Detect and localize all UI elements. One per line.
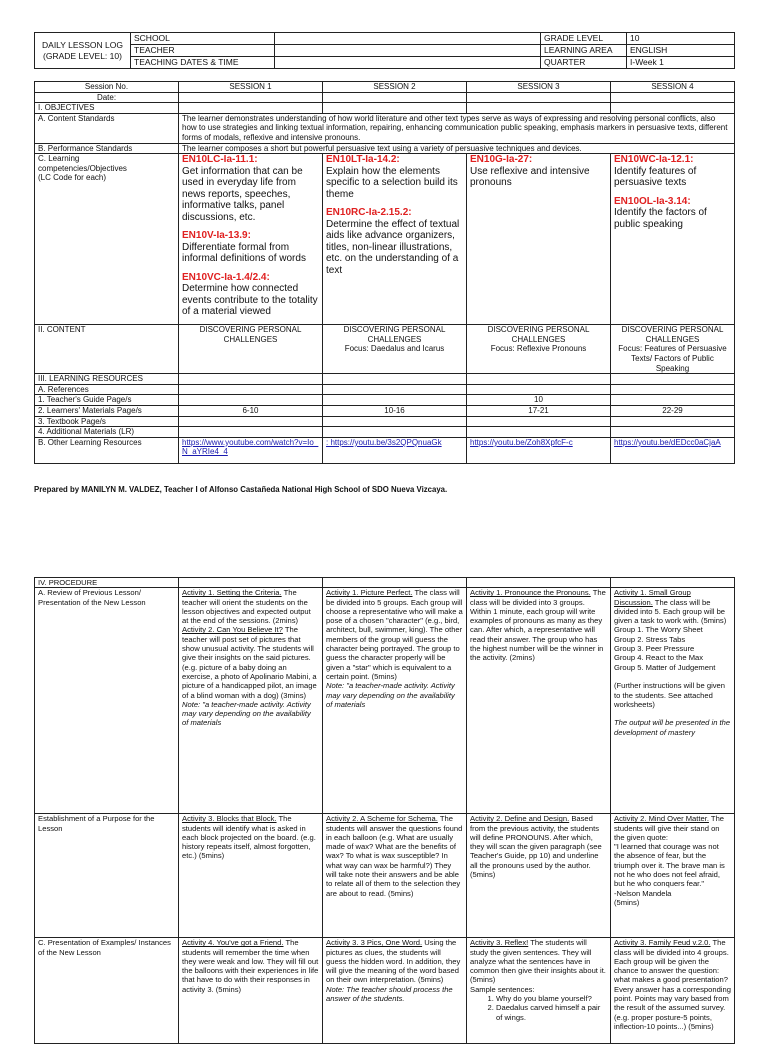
objectives-table <box>34 81 735 464</box>
lc-code: EN10OL-Ia-3.14: <box>614 195 691 207</box>
dll-title: DAILY LESSON LOG (GRADE LEVEL: 10) <box>35 33 131 69</box>
session-3-header: SESSION 3 <box>467 82 611 93</box>
procedure-title: IV. PROCEDURE <box>35 578 179 588</box>
learning-area-label: LEARNING AREA <box>541 45 627 57</box>
youtube-link-4[interactable]: https://youtu.be/dEDcc0aCjaA <box>614 437 721 447</box>
objectives-label: I. OBJECTIVES <box>35 103 179 114</box>
presentation-session-3: Activity 3. Reflex! The students will study the given sentences. They will analyze what the sentences have in common then give their insights about it. (5mins) Sample sentences: 1. Why do you blame yourself? 2. Daedalus carved himself a pair of wings. <box>467 938 611 1044</box>
session-1-header: SESSION 1 <box>179 82 323 93</box>
review-session-3: Activity 1. Pronounce the Pronouns. The class will be divided into 3 groups. Within 1 minute, each group will write examples of pronouns as many as they can. After which, a representative will read their answer. The group who has the highest number will be the winner in the activity. (2mins) <box>467 588 611 814</box>
lc-code: EN10G-Ia-27: <box>470 154 533 166</box>
school-value[interactable] <box>275 33 541 45</box>
date-cell-1[interactable] <box>179 92 323 103</box>
additional-materials-label: 4. Additional Materials (LR) <box>35 427 179 438</box>
prepared-by: Prepared by MANILYN M. VALDEZ, Teacher I of Alfonso Castañeda National High School of SDO Nueva Vizcaya. <box>34 485 448 494</box>
school-label: SCHOOL <box>131 33 275 45</box>
references-label: A. References <box>35 384 179 395</box>
textbook-label: 3. Textbook Page/s <box>35 416 179 427</box>
session-1-content: DISCOVERING PERSONAL CHALLENGES <box>179 325 323 374</box>
content-label: II. CONTENT <box>35 325 179 374</box>
other-resources-label: B. Other Learning Resources <box>35 437 179 463</box>
lc-code: EN10WC-Ia-12.1: <box>614 154 694 166</box>
procedure-table <box>34 577 735 1044</box>
teaching-dates-label: TEACHING DATES & TIME <box>131 57 275 69</box>
grade-level-value: 10 <box>627 33 735 45</box>
session-2-header: SESSION 2 <box>323 82 467 93</box>
review-session-1: Activity 1. Setting the Criteria. The teacher will orient the students on the lesson objectives and expected output at the end of the sessions. (2mins) Activity 2. Can You Believe It? The teacher will post set of pictures that show unusual activity. The students will give their insights on the said pictures. (e.g. picture of a baby doing an exercise, a photo of Apolinario Mabini, a picture of a handicapped pilot, an image of a blind woman with a dog) (3mins) Note: "a teacher-made activity. Activity may vary depending on the availability of materials <box>179 588 323 814</box>
content-standards-label: A. Content Standards <box>35 113 179 143</box>
sample-sentence: 2. Daedalus carved himself a pair of wings. <box>496 1003 607 1022</box>
purpose-session-3: Activity 2. Define and Design. Based from the previous activity, the students will define PRONOUNS. After which, they will scan the given paragraph (see Teacher's Guide, pp 10) and underline all the pronouns used by the author. (5mins) <box>467 814 611 938</box>
presentation-session-4: Activity 3. Family Feud v.2.0. The class will be divided into 4 groups. Each group will be given the chance to answer the question: what makes a good presentation? Every answer has a corresponding point. Points may vary based from the result of the assumed survey. (e.g. proper posture-5 points, inflection-10 points...) (5mins) <box>611 938 735 1044</box>
session-3-competencies: EN10G-Ia-27: Use reflexive and intensive pronouns <box>467 154 611 325</box>
grade-level-label: GRADE LEVEL <box>541 33 627 45</box>
learning-area-value: ENGLISH <box>627 45 735 57</box>
sample-sentence: 1. Why do you blame yourself? <box>496 994 607 1003</box>
review-label: A. Review of Previous Lesson/ Presentation of the New Lesson <box>35 588 179 814</box>
purpose-label: Establishment of a Purpose for the Lesson <box>35 814 179 938</box>
review-session-2: Activity 1. Picture Perfect. The class will be divided into 5 groups. Each group will choose a representative who will make a pose of a chosen "character" (e.g., bird, architect, bull, swimmer, king). The other members of the group will guess the character being portrayed. The group to guess the character properly will be given a "star" which is equivalent to a certain point. (5mins) Note: "a teacher-made activity. Activity may vary depending on the availability of materials <box>323 588 467 814</box>
lm-pages-1: 6-10 <box>179 405 323 416</box>
purpose-session-1: Activity 3. Blocks that Block. The students will identify what is asked in each block projected on the board. (e.g. history repeats itself, almost forgotten, etc.) (5mins) <box>179 814 323 938</box>
lc-code: EN10RC-Ia-2.15.2: <box>326 207 412 219</box>
session-4-competencies: EN10WC-Ia-12.1: Identify features of persuasive texts EN10OL-Ia-3.14: Identify the factors of public speaking <box>611 154 735 325</box>
learning-resources-label: III. LEARNING RESOURCES <box>35 374 179 385</box>
lc-code: EN10LC-Ia-11.1: <box>182 154 258 166</box>
session-3-content: DISCOVERING PERSONAL CHALLENGES Focus: Reflexive Pronouns <box>467 325 611 374</box>
presentation-label: C. Presentation of Examples/ Instances of the New Lesson <box>35 938 179 1044</box>
teachers-guide-pages: 10 <box>467 395 611 406</box>
youtube-link-1[interactable]: https://www.youtube.com/watch?v=Io_N_aYRIe4_4 <box>182 437 319 457</box>
quarter-value: I-Week 1 <box>627 57 735 69</box>
teachers-guide-label: 1. Teacher's Guide Page/s <box>35 395 179 406</box>
presentation-session-1: Activity 4. You've got a Friend. The students will remember the time when they were weak and low. They will fill out the balloons with their experiences in life that have to do with their responses in activity 3. (5mins) <box>179 938 323 1044</box>
lm-pages-4: 22-29 <box>611 405 735 416</box>
teaching-dates-value[interactable] <box>275 57 541 69</box>
session-4-header: SESSION 4 <box>611 82 735 93</box>
purpose-session-2: Activity 2. A Scheme for Schema. The students will answer the questions found in each balloon (e.g. What are usually made of wax? What are the benefits of wax? To what is wax susceptible? In what way can wax be harmful?) They will take note their answers and be able to relate all of them to the selection they are about to read. (5mins) <box>323 814 467 938</box>
session-4-content: DISCOVERING PERSONAL CHALLENGES Focus: Features of Persuasive Texts/ Factors of Public Speaking <box>611 325 735 374</box>
lc-code: EN10VC-Ia-1.4/2.4: <box>182 271 270 283</box>
session-no-label: Session No. <box>35 82 179 93</box>
teacher-value[interactable] <box>275 45 541 57</box>
lc-code: EN10V-Ia-13.9: <box>182 230 251 242</box>
session-2-content: DISCOVERING PERSONAL CHALLENGES Focus: Daedalus and Icarus <box>323 325 467 374</box>
session-2-competencies: EN10LT-Ia-14.2: Explain how the elements specific to a selection build its theme EN10RC-Ia-2.15.2: Determine the effect of textual aids like advance organizers, titles, non-linear illustrations, etc. on the understanding of a text <box>323 154 467 325</box>
purpose-session-4: Activity 2. Mind Over Matter. The students will give their stand on the given quote: "I learned that courage was not the absence of fear, but the triumph over it. The brave man is not he who does not feel afraid, but he who conquers fear." -Nelson Mandela (5mins) <box>611 814 735 938</box>
review-session-4: Activity 1. Small Group Discussion. The class will be divided into 5. Each group will be given a task to work with. (5mins) Group 1. The Worry Sheet Group 2. Stress Tabs Group 3. Peer Pressure Group 4. React to the Max Group 5. Matter of Judgement (Further instructions will be given to the students. See attached worksheets) The output will be presented in the development of mastery <box>611 588 735 814</box>
date-cell-2[interactable] <box>323 92 467 103</box>
teacher-label: TEACHER <box>131 45 275 57</box>
date-label: Date: <box>35 92 179 103</box>
date-cell-3[interactable] <box>467 92 611 103</box>
performance-standards-text: The learner composes a short but powerful persuasive text using a variety of persuasive techniques and devices. <box>179 143 735 154</box>
date-cell-4[interactable] <box>611 92 735 103</box>
content-standards-text: The learner demonstrates understanding of how world literature and other text types serve as ways of expressing and resolving personal conflicts, also how to use strategies and linking textual information, repairing, enhancing communication public speaking, emphasis markers in persuasive texts, different forms of modals, reflexive and intensive pronouns. <box>179 113 735 143</box>
youtube-link-2[interactable]: : https://youtu.be/3s2QPQnuaGk <box>326 437 442 447</box>
lc-code: EN10LT-Ia-14.2: <box>326 154 400 166</box>
performance-standards-label: B. Performance Standards <box>35 143 179 154</box>
learners-materials-label: 2. Learners' Materials Page/s <box>35 405 179 416</box>
learning-competencies-label: C. Learning competencies/Objectives (LC Code for each) <box>35 154 179 325</box>
header-table <box>34 32 735 69</box>
lm-pages-3: 17-21 <box>467 405 611 416</box>
youtube-link-3[interactable]: https://youtu.be/Zoh8XpfcF-c <box>470 437 573 447</box>
presentation-session-2: Activity 3. 3 Pics, One Word. Using the pictures as clues, the students will guess the hidden word. In addition, they will give the meaning of the word based on their own interpretation. (5mins) Note: The teacher should process the answer of the students. <box>323 938 467 1044</box>
session-1-competencies: EN10LC-Ia-11.1: Get information that can be used in everyday life from news reports, speeches, informative talks, panel discussions, etc. EN10V-Ia-13.9: Differentiate formal from informal definitions of words EN10VC-Ia-1.4/2.4: Determine how connected events contribute to the totality of a material viewed <box>179 154 323 325</box>
lm-pages-2: 10-16 <box>323 405 467 416</box>
quarter-label: QUARTER <box>541 57 627 69</box>
